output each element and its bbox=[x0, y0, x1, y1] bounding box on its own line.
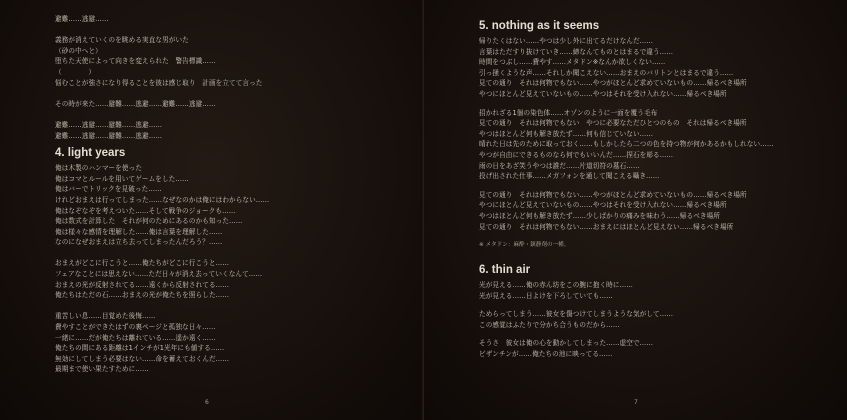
left-column bbox=[55, 14, 405, 375]
lyric-line: 避難……逃避……避難……逃避…… bbox=[55, 120, 163, 129]
blank-line bbox=[55, 301, 405, 312]
lyric-line: おまえがどこに行こうと……俺たちがどこに行こうと…… bbox=[55, 259, 230, 268]
page-number-right: 7 bbox=[634, 399, 638, 406]
lyric-line: （砂の中へと） bbox=[55, 46, 102, 55]
lyrics-block-s5-c bbox=[479, 190, 834, 232]
lyric-line: おまえの光が反射されてる……遠くから反射されてる…… bbox=[55, 280, 230, 289]
section-heading-thin-air: 6. thin air bbox=[479, 264, 531, 277]
footnote-methadone: ※ メタドン：麻酔・鎮静剤の一種。 bbox=[479, 242, 570, 249]
lyrics-block-s6-c bbox=[479, 338, 834, 359]
lyric-line: 見ての通り それは何物でもない……おまえにはほとんど見えない……帰るべき場所 bbox=[479, 222, 734, 231]
lyric-line: 俺は木製のハンマーを使った bbox=[55, 164, 143, 173]
lyric-line: 避難……逃避……避難……逃避…… bbox=[55, 131, 163, 140]
lyric-line: やつにほとんど見えていないもの……やつはそれを受け入れない……帰るべき場所 bbox=[479, 89, 727, 98]
lyric-line: 投げ出された仕事……メガフォンを通して聞こえる囁き…… bbox=[479, 172, 660, 181]
blank-line bbox=[55, 109, 405, 120]
lyric-line: 引っ掻くような声……それしか聞こえない……おまえのバリトンとはまるで違う…… bbox=[479, 68, 734, 77]
lyric-line: けれどおまえは行ってしまった……なぜなのかは俺にはわからない…… bbox=[55, 195, 270, 204]
page-number-left: 6 bbox=[205, 399, 209, 406]
lyrics-block-s5-a bbox=[479, 36, 834, 100]
lyric-line: フェアなことには思えない……ただ日々が消え去っていくなんて…… bbox=[55, 270, 263, 279]
lyric-line: （ ） bbox=[55, 67, 96, 76]
right-page bbox=[424, 0, 847, 420]
lyric-line: 見ての通り それは何物でもない……やつがほとんど求めていないもの……帰るべき場所 bbox=[479, 190, 747, 199]
lyric-line: ためらってしまう……彼女を傷つけてしまうような気がして…… bbox=[479, 310, 674, 319]
lyric-line: その時が来た……避難……逃避……避難……逃避…… bbox=[55, 99, 216, 108]
lyric-line: 避難……逃避…… bbox=[55, 15, 109, 23]
lyric-line: 費やすことができたはずの裏ページと孤独な日々…… bbox=[55, 323, 216, 332]
lyric-line: 言葉はただすり抜けていき……締なんてものとはまるで違う…… bbox=[479, 47, 674, 56]
lyrics-block-light-years bbox=[55, 163, 405, 375]
lyric-line: やつが自由にできるものなら何でもいいんだ……捏石を彫る…… bbox=[479, 150, 674, 159]
lyrics-block-s6-a bbox=[479, 280, 834, 301]
lyric-line: ビザンチンが……俺たちの池に映ってる…… bbox=[479, 350, 613, 359]
lyric-line: 堕ちた天使によって向きを変えられた 警告標識…… bbox=[55, 57, 216, 66]
section-heading-nothing-as-it-seems: 5. nothing as it seems bbox=[479, 20, 600, 32]
lyric-line: 見ての通り それは何物でもない……やつがほとんど求めていないもの……帰るべき場所 bbox=[479, 79, 747, 88]
lyric-line: 雨の日をあざ笑うやつは誰だ……片道切符の墓石…… bbox=[479, 161, 640, 170]
lyric-line: 最期まで使い果たすために…… bbox=[55, 365, 149, 374]
left-page bbox=[0, 0, 423, 420]
lyric-line: 俺たちはただの石……おまえの光が俺たちを照らした…… bbox=[55, 291, 230, 300]
lyric-line: 俺は様々な感情を理解した……俺は言葉を理解した…… bbox=[55, 227, 223, 236]
lyric-line: 俺はバーでトリックを見破った…… bbox=[55, 185, 162, 194]
lyric-line: やつにほとんど見えていないもの……やつはそれを受け入れない……帰るべき場所 bbox=[479, 201, 727, 210]
lyric-line: 俺はなぞなぞを考えついた……そして戦争のジョークも…… bbox=[55, 206, 236, 215]
lyric-line: 重苦しい息……目覚めた後悔…… bbox=[55, 312, 156, 321]
section-heading-light-years: 4. light years bbox=[55, 147, 126, 160]
lyric-line: 光が見える……俺の赤ん坊をこの腕に抱く時に…… bbox=[479, 281, 633, 290]
lyric-line: 帰りたくはない……やつは少し外に出てるだけなんだ…… bbox=[479, 37, 654, 45]
lyrics-block-top bbox=[55, 14, 405, 141]
lyric-line: 光が見える……日よけを下ろしていても…… bbox=[479, 291, 613, 300]
lyric-line: 見ての通り それは何物でもない やつに必要なただひとつのもの それは帰るべき場所 bbox=[479, 119, 747, 128]
lyric-line: なのになぜおまえは立ち去ってしまったんだろう？…… bbox=[55, 238, 223, 247]
lyric-line: 悩むことが強さになり得ることを彼は感じ取り 計画を立てて言った bbox=[55, 78, 263, 87]
blank-line bbox=[55, 248, 405, 259]
lyric-line: 俺は数式を計算した それが何のためにあるのかも知った…… bbox=[55, 217, 243, 226]
lyric-line: やつはほとんど何も解き放たず……何も信じていない…… bbox=[479, 129, 654, 138]
lyrics-block-s6-b bbox=[479, 309, 834, 330]
lyric-line: やつはほとんど何も解き放たず……少しばかりの痛みを味わう……帰るべき場所 bbox=[479, 211, 720, 220]
blank-line bbox=[55, 88, 405, 99]
lyric-line: 俺たちの間にある距離は1インチが1光年にも値する…… bbox=[55, 344, 225, 353]
right-column bbox=[479, 14, 834, 360]
lyric-line: 招かれざる1個の染色体……オゾンのように一面を覆う毛布 bbox=[479, 108, 658, 117]
blank-line bbox=[55, 25, 405, 36]
lyric-line: 無効にしてしまう必要はない……命を蓄えておくんだ…… bbox=[55, 354, 230, 363]
lyric-line: 義務が消えていくのを眺める実直な男がいた bbox=[55, 36, 189, 45]
lyric-line: この感覚はふたりで分かち合うものだから…… bbox=[479, 320, 620, 329]
lyric-line: 晴れた日は先のために取っておく……もしかしたら二つの色を持つ物が何かあるかもしれない…… bbox=[479, 140, 774, 149]
lyrics-block-s5-b bbox=[479, 108, 834, 182]
lyric-line: 俺はコマとルールを用いてゲームをした…… bbox=[55, 174, 189, 183]
lyric-line: 時間をつぶし……費やす……メタドン※なんか欲しくない…… bbox=[479, 58, 666, 67]
lyric-line: 一緒に……だが俺たちは離れている……遥か遠く…… bbox=[55, 333, 216, 342]
lyric-line: そうさ 彼女は俺の心を動かしてしまった……虚空で…… bbox=[479, 339, 654, 348]
